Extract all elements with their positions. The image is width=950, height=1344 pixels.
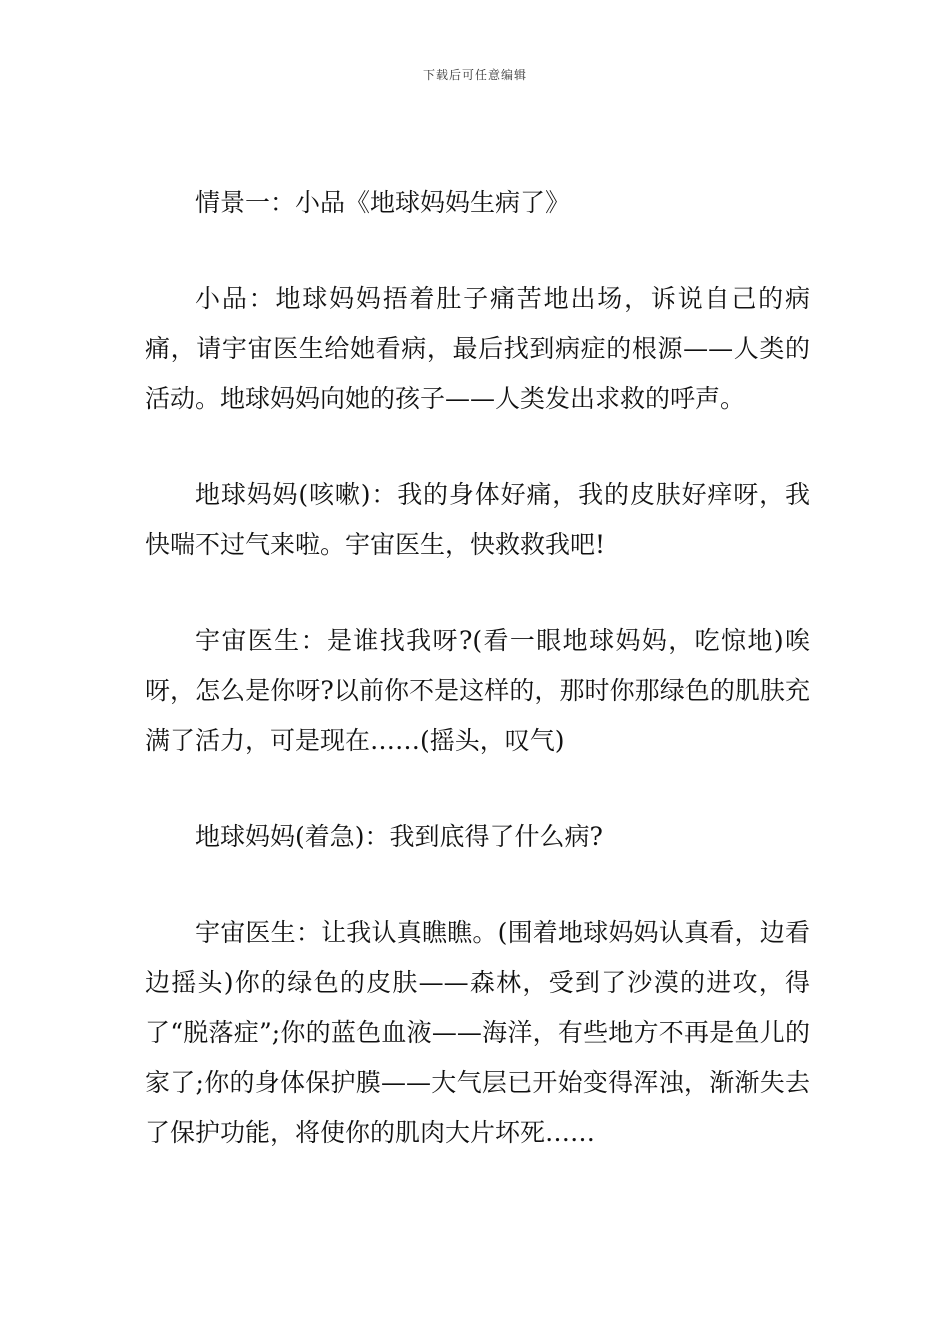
paragraph-skit-summary: 小品：地球妈妈捂着肚子痛苦地出场，诉说自己的病痛，请宇宙医生给她看病，最后找到病症的根源——人类的活动。地球妈妈向她的孩子——人类发出求救的呼声。 bbox=[145, 284, 810, 413]
paragraph-doctor-line-2: 宇宙医生：让我认真瞧瞧。(围着地球妈妈认真看，边看边摇头)你的绿色的皮肤——森林，受到了沙漠的进攻，得了“脱落症”;你的蓝色血液——海洋，有些地方不再是鱼儿的家了;你的身体保护膜——大气层已开始变得浑浊，渐渐失去了保护功能，将使你的肌肉大片坏死…… bbox=[145, 918, 810, 1147]
scene-title: 情景一：小品《地球妈妈生病了》 bbox=[195, 188, 571, 217]
header-note: 下载后可任意编辑 bbox=[422, 68, 527, 82]
paragraph-earth-mother-line-2: 地球妈妈(着急)：我到底得了什么病? bbox=[195, 822, 603, 851]
document-body bbox=[145, 178, 810, 1204]
paragraph-earth-mother-line-1: 地球妈妈(咳嗽)：我的身体好痛，我的皮肤好痒呀，我快喘不过气来啦。宇宙医生，快救救我吧! bbox=[145, 480, 810, 559]
paragraph-doctor-line-1: 宇宙医生：是谁找我呀?(看一眼地球妈妈，吃惊地)唉呀，怎么是你呀?以前你不是这样的，那时你那绿色的肌肤充满了活力，可是现在……(摇头，叹气) bbox=[145, 626, 810, 755]
